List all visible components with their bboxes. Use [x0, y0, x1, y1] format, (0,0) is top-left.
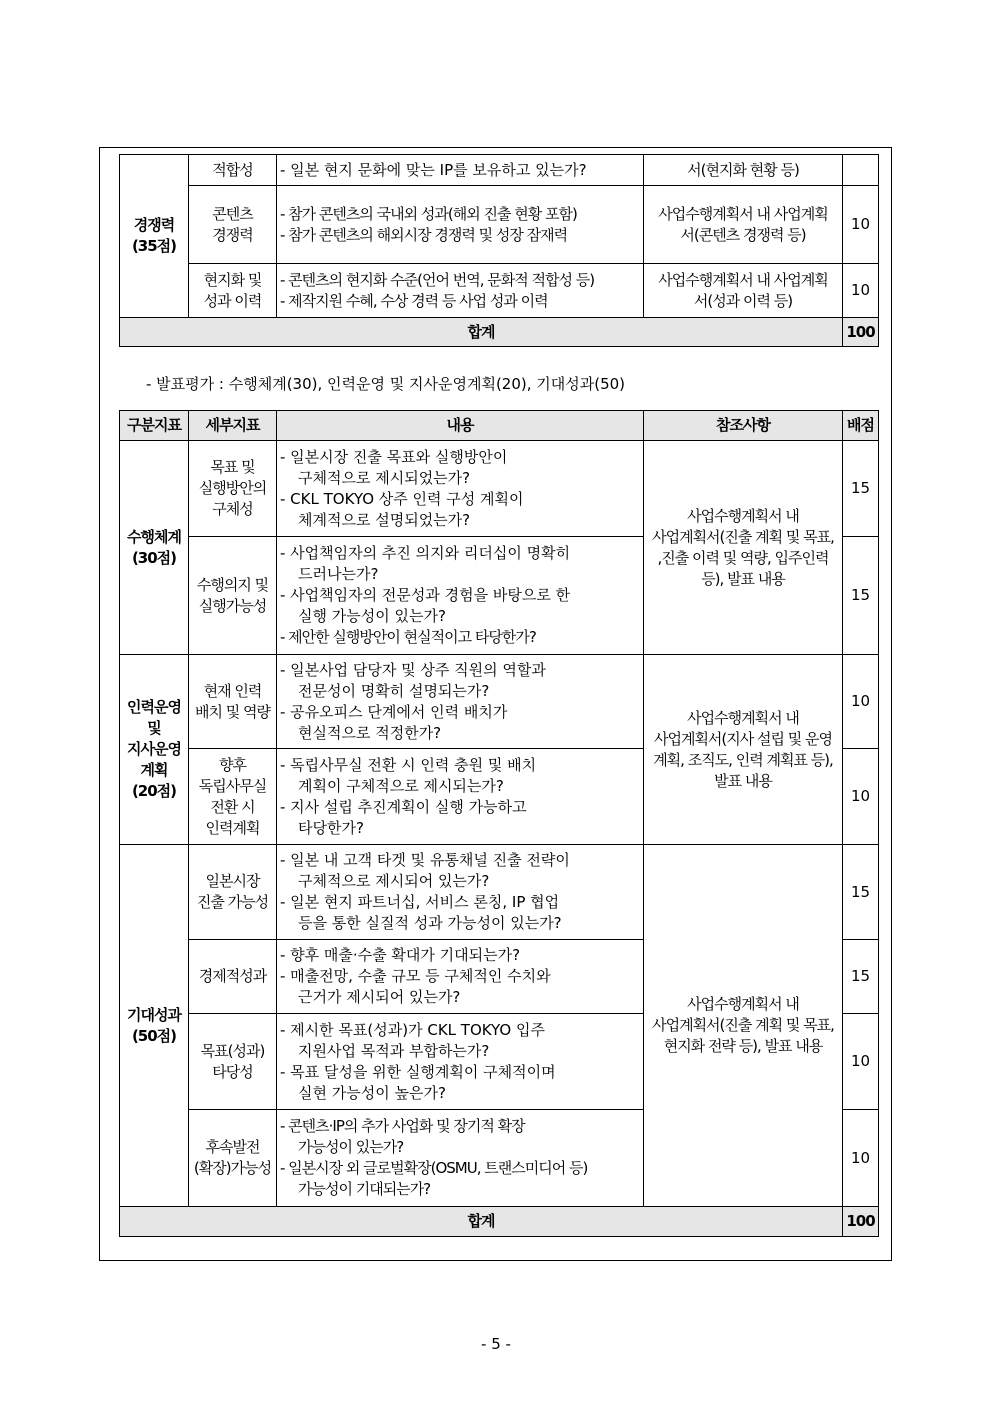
sub-indicator: 현재 인력 배치 및 역량 — [189, 655, 277, 749]
content-cell: - 사업책임자의 추진 의지와 리더십이 명확히 드러나는가? - 사업책임자의 전문성과 경험을 바탕으로 한 실행 가능성이 있는가? - 제안한 실행방안이 현실적이고 타당한가? — [277, 537, 644, 655]
total-score: 100 — [843, 318, 879, 347]
reference-cell: 사업수행계획서 내 사업계획 서(콘텐츠 경쟁력 등) — [644, 186, 843, 264]
content-cell: - 제시한 목표(성과)가 CKL TOKYO 입주 지원사업 목적과 부합하는가? - 목표 달성을 위한 실행계획이 구체적이며 실현 가능성이 높은가? — [277, 1014, 644, 1110]
score-cell: 10 — [843, 264, 879, 318]
score-cell — [843, 155, 879, 186]
reference-cell: 사업수행계획서 내 사업계획 서(성과 이력 등) — [644, 264, 843, 318]
category-staffing-branch-plan: 인력운영 및 지사운영 계획 (20점) — [120, 655, 189, 845]
presentation-evaluation-table — [119, 410, 879, 1237]
header-reference: 참조사항 — [644, 411, 843, 441]
score-cell: 15 — [843, 940, 879, 1014]
top-evaluation-table — [119, 154, 879, 347]
sub-indicator: 현지화 및 성과 이력 — [189, 264, 277, 318]
header-sub-indicator: 세부지표 — [189, 411, 277, 441]
content-cell: - 참가 콘텐츠의 국내외 성과(해외 진출 현황 포함) - 참가 콘텐츠의 해외시장 경쟁력 및 성장 잠재력 — [277, 186, 644, 264]
presentation-evaluation-note: - 발표평가 : 수행체계(30), 인력운영 및 지사운영계획(20), 기대성과(50) — [146, 375, 626, 393]
header-score: 배점 — [843, 411, 879, 441]
sub-indicator: 수행의지 및 실행가능성 — [189, 537, 277, 655]
total-score: 100 — [843, 1207, 879, 1237]
content-cell: - 콘텐츠의 현지화 수준(언어 번역, 문화적 적합성 등) - 제작지원 수혜, 수상 경력 등 사업 성과 이력 — [277, 264, 644, 318]
content-cell: - 일본시장 진출 목표와 실행방안이 구체적으로 제시되었는가? - CKL TOKYO 상주 인력 구성 계획이 체계적으로 설명되었는가? — [277, 441, 644, 537]
reference-cell: 사업수행계획서 내 사업계획서(지사 설립 및 운영 계획, 조직도, 인력 계획표 등), 발표 내용 — [644, 655, 843, 845]
header-category: 구분지표 — [120, 411, 189, 441]
sub-indicator: 후속발전 (확장)가능성 — [189, 1110, 277, 1207]
reference-cell: 서(현지화 현황 등) — [644, 155, 843, 186]
sub-indicator: 콘텐츠 경쟁력 — [189, 186, 277, 264]
total-label: 합계 — [120, 318, 843, 347]
sub-indicator: 향후 독립사무실 전환 시 인력계획 — [189, 749, 277, 845]
sub-indicator: 일본시장 진출 가능성 — [189, 845, 277, 940]
page-number: - 5 - — [481, 1335, 511, 1353]
content-cell: - 일본사업 담당자 및 상주 직원의 역할과 전문성이 명확히 설명되는가? - 공유오피스 단계에서 인력 배치가 현실적으로 적정한가? — [277, 655, 644, 749]
category-competitiveness: 경쟁력 (35점) — [120, 155, 189, 318]
content-cell: - 콘텐츠·IP의 추가 사업화 및 장기적 확장 가능성이 있는가? - 일본시장 외 글로벌확장(OSMU, 트랜스미디어 등) 가능성이 기대되는가? — [277, 1110, 644, 1207]
score-cell: 10 — [843, 749, 879, 845]
content-cell: - 향후 매출·수출 확대가 기대되는가? - 매출전망, 수출 규모 등 구체적인 수치와 근거가 제시되어 있는가? — [277, 940, 644, 1014]
reference-cell: 사업수행계획서 내 사업계획서(진출 계획 및 목표, ,진출 이력 및 역량, 입주인력 등), 발표 내용 — [644, 441, 843, 655]
sub-indicator: 적합성 — [189, 155, 277, 186]
score-cell: 10 — [843, 1110, 879, 1207]
score-cell: 15 — [843, 441, 879, 537]
total-label: 합계 — [120, 1207, 843, 1237]
category-execution-system: 수행체계 (30점) — [120, 441, 189, 655]
reference-cell: 사업수행계획서 내 사업계획서(진출 계획 및 목표, 현지화 전략 등), 발표 내용 — [644, 845, 843, 1207]
score-cell: 15 — [843, 537, 879, 655]
header-content: 내용 — [277, 411, 644, 441]
content-cell: - 일본 내 고객 타겟 및 유통채널 진출 전략이 구체적으로 제시되어 있는가? - 일본 현지 파트너십, 서비스 론칭, IP 협업 등을 통한 실질적 성과 가능성이 있는가? — [277, 845, 644, 940]
content-cell: - 일본 현지 문화에 맞는 IP를 보유하고 있는가? — [277, 155, 644, 186]
sub-indicator: 경제적성과 — [189, 940, 277, 1014]
score-cell: 10 — [843, 186, 879, 264]
score-cell: 10 — [843, 1014, 879, 1110]
sub-indicator: 목표(성과) 타당성 — [189, 1014, 277, 1110]
content-cell: - 독립사무실 전환 시 인력 충원 및 배치 계획이 구체적으로 제시되는가? - 지사 설립 추진계획이 실행 가능하고 타당한가? — [277, 749, 644, 845]
sub-indicator: 목표 및 실행방안의 구체성 — [189, 441, 277, 537]
score-cell: 10 — [843, 655, 879, 749]
score-cell: 15 — [843, 845, 879, 940]
category-expected-outcomes: 기대성과 (50점) — [120, 845, 189, 1207]
